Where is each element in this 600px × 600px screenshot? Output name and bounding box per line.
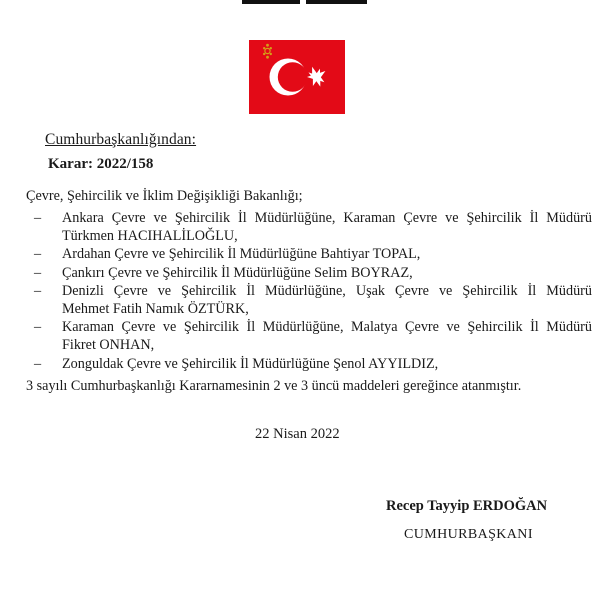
presidential-seal-icon [262,43,273,61]
issuer-heading: Cumhurbaşkanlığından: [45,131,197,148]
assignment-item [26,264,592,282]
assignment-item [26,355,592,373]
list-dash: – [34,246,42,263]
assignment-text: Denizli Çevre ve Şehircilik İl Müdürlüğüne, Uşak Çevre ve Şehircilik İl Müdürü [62,282,592,299]
assignment-text: Karaman Çevre ve Şehircilik İl Müdürlüğüne, Malatya Çevre ve Şehircilik İl Müdürü [62,319,592,336]
assignment-item [26,318,592,354]
decision-number: Karar: 2022/158 [48,156,154,172]
signer-name: Recep Tayyip ERDOĞAN [386,498,548,514]
assignment-appointee: Türkmen HACIHALİLOĞLU, [62,228,238,245]
decree-date: 22 Nisan 2022 [255,426,340,442]
assignment-text: Zonguldak Çevre ve Şehircilik İl Müdürlüğüne Şenol AYYILDIZ, [62,355,439,372]
assignment-appointee: Fikret ONHAN, [62,337,155,354]
top-border-marks [242,0,367,4]
assignment-text: Çankırı Çevre ve Şehircilik İl Müdürlüğüne Selim BOYRAZ, [62,264,413,281]
assignment-text: Ankara Çevre ve Şehircilik İl Müdürlüğüne, Karaman Çevre ve Şehircilik İl Müdürü [62,210,592,226]
list-dash: – [34,355,42,372]
signer-title: CUMHURBAŞKANI [404,527,533,542]
list-dash: – [34,282,42,299]
list-dash: – [34,319,42,336]
legal-basis-text: 3 sayılı Cumhurbaşkanlığı Kararnamesinin 2 ve 3 üncü maddeleri gereğince atanmıştır. [26,378,522,394]
assignment-text: Ardahan Çevre ve Şehircilik İl Müdürlüğüne Bahtiyar TOPAL, [62,246,421,263]
assignment-item [26,209,592,245]
ministry-intro: Çevre, Şehircilik ve İklim Değişikliği Bakanlığı; [26,188,303,204]
assignment-item [26,245,592,263]
list-dash: – [34,264,42,281]
assignment-item [26,282,592,318]
assignment-appointee: Mehmet Fatih Namık ÖZTÜRK, [62,301,249,318]
list-dash: – [34,210,42,226]
assignment-list [26,209,592,373]
